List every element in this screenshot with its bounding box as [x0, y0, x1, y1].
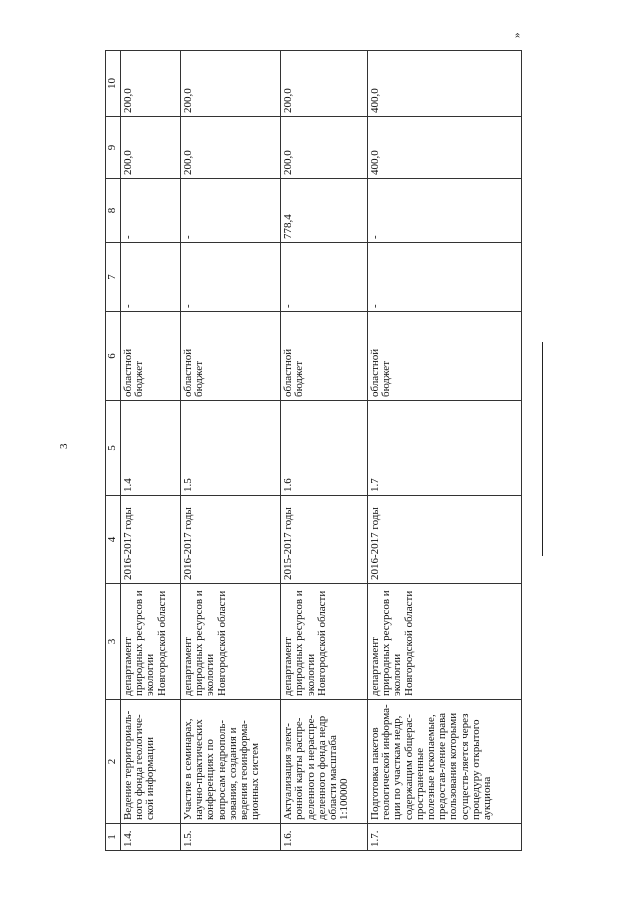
value-col8: - — [180, 179, 280, 243]
activity-title: Актуализация элект-ронной карты распре-деленного и нераспре-деленного фонда недр области масштаба 1:100000 — [281, 700, 368, 824]
separator-line — [542, 342, 543, 556]
target-indicator-cell: 1.4 — [121, 401, 181, 496]
funding-source-cell: областной бюджет — [367, 312, 521, 401]
years-cell: 2015-2017 годы — [281, 496, 368, 584]
col-number-1: 1 — [106, 824, 121, 851]
header-row — [106, 51, 121, 851]
row-number: 1.5. — [180, 824, 280, 851]
executor-cell: департамент природных ресурсов и экологии Новгородской области — [121, 584, 181, 700]
col-number-4: 4 — [106, 496, 121, 584]
row-number: 1.6. — [281, 824, 368, 851]
activity-title: Ведение территориаль-ного фонда геологиче-ской информации — [121, 700, 181, 824]
funding-source-cell: областной бюджет — [180, 312, 280, 401]
row-number: 1.4. — [121, 824, 181, 851]
executor-cell: департамент природных ресурсов и экологии Новгородской области — [180, 584, 280, 700]
program-activities-table — [105, 50, 522, 851]
table-row — [367, 51, 521, 851]
activity-title: Подготовка пакетов геологической информа-ции по участкам недр, содержащим общерас-пространенные полезные ископаемые, предостав-ление права пользования которыми осуществ-ляется через процедуру открытого аукциона — [367, 700, 521, 824]
executor-cell: департамент природных ресурсов и экологии Новгородской области — [281, 584, 368, 700]
target-indicator-cell: 1.6 — [281, 401, 368, 496]
closing-quote: » — [511, 32, 523, 38]
years-cell: 2016-2017 годы — [180, 496, 280, 584]
executor-cell: департамент природных ресурсов и экологии Новгородской области — [367, 584, 521, 700]
value-col8: - — [367, 179, 521, 243]
row-number: 1.7. — [367, 824, 521, 851]
target-indicator-cell: 1.7 — [367, 401, 521, 496]
col-number-8: 8 — [106, 179, 121, 243]
value-col10: 400,0 — [367, 51, 521, 117]
table-row — [281, 51, 368, 851]
value-col7: - — [367, 243, 521, 312]
value-col7: - — [180, 243, 280, 312]
value-col8: - — [121, 179, 181, 243]
value-col10: 200,0 — [180, 51, 280, 117]
col-number-10: 10 — [106, 51, 121, 117]
col-number-9: 9 — [106, 117, 121, 179]
page-number: 3 — [58, 443, 70, 449]
value-col7: - — [121, 243, 181, 312]
table-row — [180, 51, 280, 851]
activity-title: Участие в семинарах, научно-практических конференциях по вопросам недрополь-зования, создания и ведения геоинформа-ционных систем — [180, 700, 280, 824]
value-col10: 200,0 — [121, 51, 181, 117]
value-col9: 200,0 — [281, 117, 368, 179]
years-cell: 2016-2017 годы — [367, 496, 521, 584]
funding-source-cell: областной бюджет — [281, 312, 368, 401]
value-col10: 200,0 — [281, 51, 368, 117]
value-col8: 778,4 — [281, 179, 368, 243]
rotated-table-container — [105, 51, 522, 851]
col-number-2: 2 — [106, 700, 121, 824]
value-col7: - — [281, 243, 368, 312]
col-number-5: 5 — [106, 401, 121, 496]
col-number-7: 7 — [106, 243, 121, 312]
value-col9: 200,0 — [121, 117, 181, 179]
years-cell: 2016-2017 годы — [121, 496, 181, 584]
target-indicator-cell: 1.5 — [180, 401, 280, 496]
funding-source-cell: областной бюджет — [121, 312, 181, 401]
col-number-6: 6 — [106, 312, 121, 401]
table-row — [121, 51, 181, 851]
col-number-3: 3 — [106, 584, 121, 700]
value-col9: 200,0 — [180, 117, 280, 179]
value-col9: 400,0 — [367, 117, 521, 179]
